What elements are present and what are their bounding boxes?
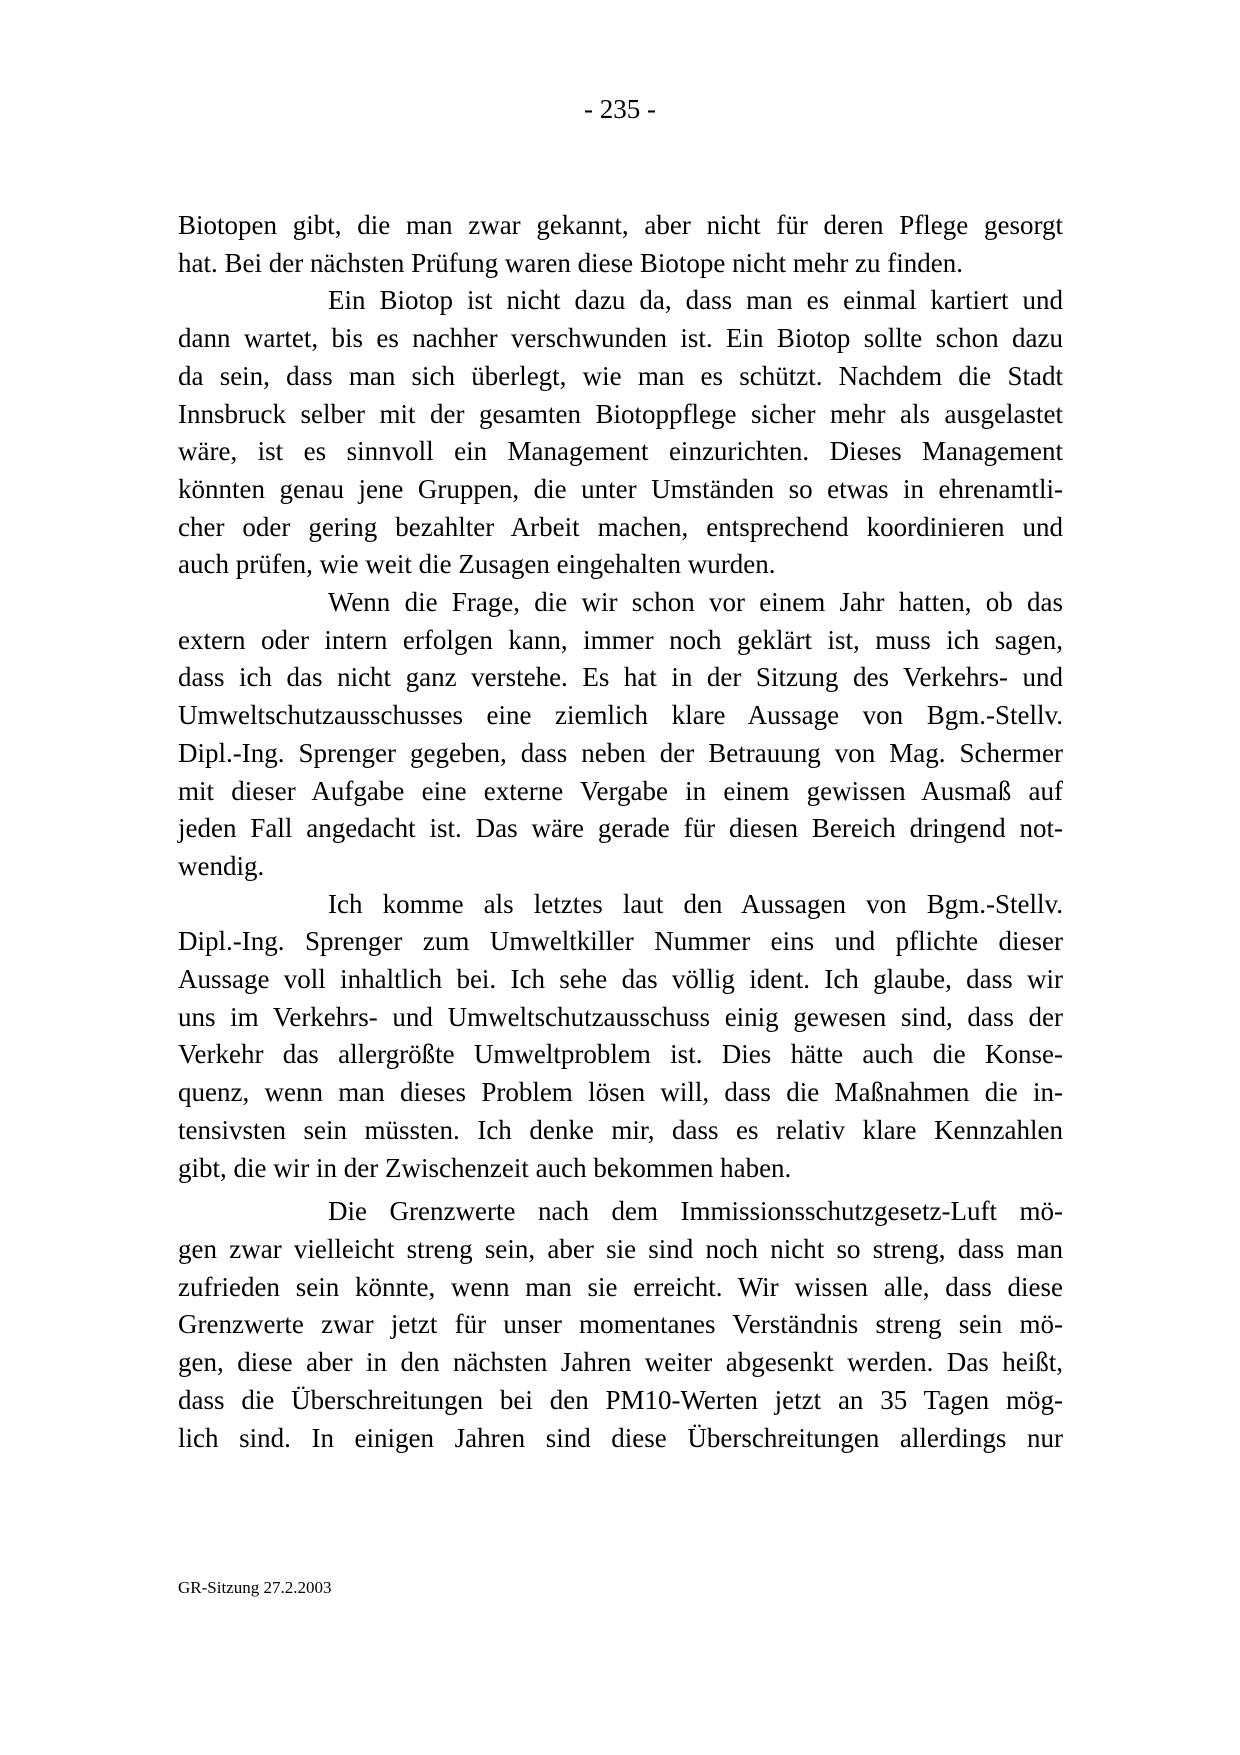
text-line: gen, diese aber in den nächsten Jahren weiter abgesenkt werden. Das heißt,	[178, 1347, 1063, 1378]
page-number: - 235 -	[584, 94, 656, 124]
text-line: mit dieser Aufgabe eine externe Vergabe in einem gewissen Ausmaß auf	[178, 775, 1063, 806]
paragraph-4	[178, 886, 1063, 1188]
text-line: könnten genau jene Gruppen, die unter Umständen so etwas in ehrenamtli-	[178, 473, 1063, 504]
text-line: hat. Bei der nächsten Prüfung waren diese Biotope nicht mehr zu finden.	[178, 247, 964, 278]
body-text	[178, 207, 1063, 1457]
paragraph-3	[178, 584, 1063, 886]
text-line: lich sind. In einigen Jahren sind diese Überschreitungen allerdings nur	[178, 1422, 1063, 1453]
text-line: dass die Überschreitungen bei den PM10-Werten jetzt an 35 Tagen mög-	[178, 1384, 1063, 1415]
text-line: da sein, dass man sich überlegt, wie man es schützt. Nachdem die Stadt	[178, 360, 1063, 391]
text-line: Biotopen gibt, die man zwar gekannt, aber nicht für deren Pflege gesorgt	[178, 210, 1063, 240]
text-line: Dipl.-Ing. Sprenger zum Umweltkiller Nummer eins und pflichte dieser	[178, 926, 1063, 957]
text-line: Umweltschutzausschusses eine ziemlich klare Aussage von Bgm.-Stellv.	[178, 700, 1063, 731]
text-line: dann wartet, bis es nachher verschwunden ist. Ein Biotop sollte schon dazu	[178, 323, 1063, 354]
text-line: auch prüfen, wie weit die Zusagen eingehalten wurden.	[178, 549, 776, 580]
text-line: Grenzwerte zwar jetzt für unser momentanes Verständnis streng sein mö-	[178, 1309, 1063, 1340]
text-line: Ein Biotop ist nicht dazu da, dass man es einmal kartiert und	[328, 285, 1063, 316]
paragraph-1	[178, 207, 1063, 282]
text-line: gen zwar vielleicht streng sein, aber sie sind noch nicht so streng, dass man	[178, 1233, 1063, 1264]
text-line: Aussage voll inhaltlich bei. Ich sehe das völlig ident. Ich glaube, dass wir	[178, 964, 1063, 995]
text-line: Innsbruck selber mit der gesamten Biotoppflege sicher mehr als ausgelastet	[178, 398, 1063, 429]
text-line: Wenn die Frage, die wir schon vor einem Jahr hatten, ob das	[328, 587, 1063, 618]
text-line: dass ich das nicht ganz verstehe. Es hat in der Sitzung des Verkehrs- und	[178, 662, 1063, 693]
text-line: quenz, wenn man dieses Problem lösen will, dass die Maßnahmen die in-	[178, 1077, 1063, 1108]
text-line: extern oder intern erfolgen kann, immer noch geklärt ist, muss ich sagen,	[178, 624, 1063, 655]
text-line: Ich komme als letztes laut den Aussagen von Bgm.-Stellv.	[328, 888, 1063, 919]
text-line: tensivsten sein müssten. Ich denke mir, dass es relativ klare Kennzahlen	[178, 1114, 1063, 1145]
text-line: Die Grenzwerte nach dem Immissionsschutzgesetz-Luft mö-	[328, 1196, 1063, 1227]
text-line: jeden Fall angedacht ist. Das wäre gerade für diesen Bereich dringend not-	[178, 813, 1063, 844]
text-line: cher oder gering bezahlter Arbeit machen, entsprechend koordinieren und	[178, 511, 1063, 542]
footer-session-date: GR-Sitzung 27.2.2003	[178, 1578, 332, 1597]
text-line: Dipl.-Ing. Sprenger gegeben, dass neben der Betrauung von Mag. Schermer	[178, 737, 1063, 768]
text-line: uns im Verkehrs- und Umweltschutzausschuss einig gewesen sind, dass der	[178, 1001, 1063, 1032]
text-line: zufrieden sein könnte, wenn man sie erreicht. Wir wissen alle, dass diese	[178, 1271, 1063, 1302]
text-line: Verkehr das allergrößte Umweltproblem ist. Dies hätte auch die Konse-	[178, 1039, 1063, 1070]
text-line: gibt, die wir in der Zwischenzeit auch bekommen haben.	[178, 1152, 792, 1183]
paragraph-5	[178, 1193, 1063, 1457]
paragraph-2	[178, 282, 1063, 584]
text-line: wendig.	[178, 850, 265, 881]
text-line: wäre, ist es sinnvoll ein Management einzurichten. Dieses Management	[178, 436, 1063, 467]
